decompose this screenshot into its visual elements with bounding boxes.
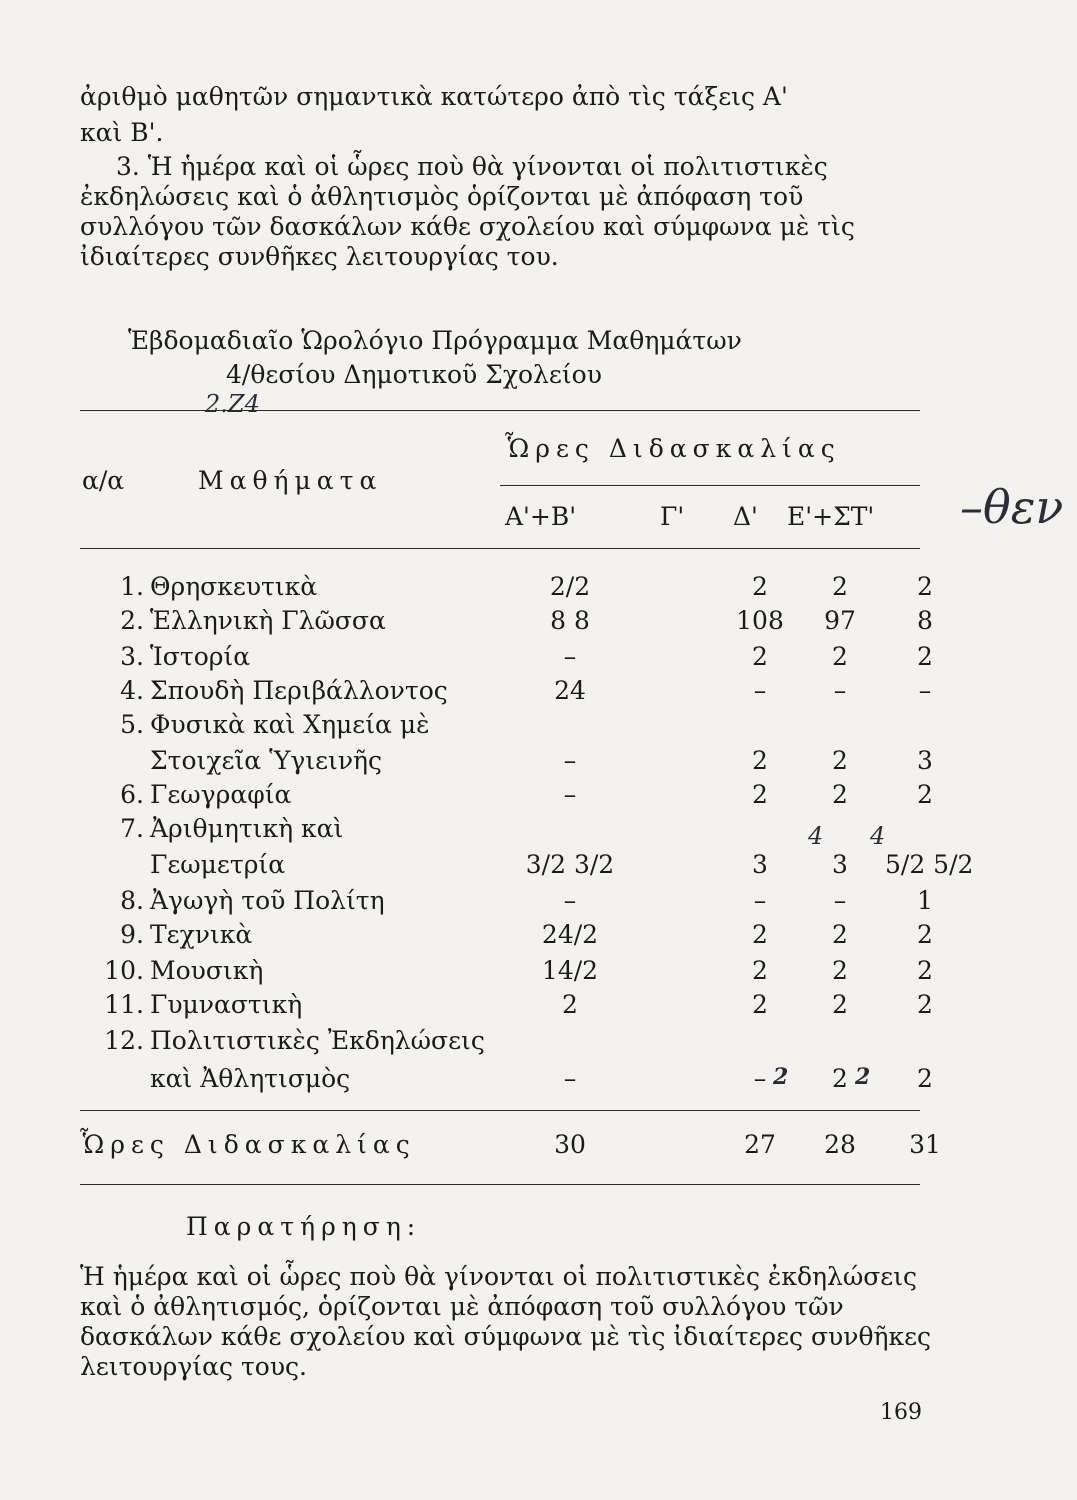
handwritten-note-col5: 4 [870, 822, 886, 850]
handwritten-mark-2: 2 [855, 1064, 871, 1090]
note-heading: Παρατήρηση: [186, 1212, 422, 1241]
handwritten-note-title: 2.Ζ4 [205, 390, 260, 418]
header-col-g: Γ' [660, 502, 685, 531]
intro-line-1: ἀριθμὸ μαθητῶν σημαντικὰ κατώτερο ἀπὸ τὶς τάξεις Α' [80, 82, 788, 111]
header-mid-rule [500, 485, 920, 486]
total-row: Ὧρες Διδασκαλίας 30 27 28 31 [80, 1130, 941, 1159]
table-row: 2. Ἑλληνικὴ Γλῶσσα 8 8 108 97 8 [120, 606, 933, 635]
note-paragraph: Ἡ ἡμέρα καὶ οἱ ὧρες ποὺ θὰ γίνονται οἱ πολιτιστικὲς ἐκδηλώσεις καὶ ὁ ἀθλητισμός, ὁρίζονται μὲ ἀπόφαση τοῦ συλλόγου τῶν δασκάλων κάθε σχολείου καὶ σύμφωνα μὲ τὶς ἰδιαίτερες συνθῆκες λειτουργίας τους. [80, 1262, 932, 1381]
header-bottom-rule [80, 548, 920, 549]
table-row: 12. Πολιτιστικὲς Ἐκδηλώσεις [104, 1026, 485, 1055]
header-subjects: Μαθήματα [198, 466, 383, 495]
handwritten-mark-1: 2 [773, 1064, 789, 1090]
total-label: Ὧρες Διδασκαλίας [80, 1130, 416, 1159]
table-row: 8. Ἀγωγὴ τοῦ Πολίτη – – – 1 [120, 886, 933, 915]
table-row: Γεωμετρία 3/2 3/2 3 3 5/2 5/2 [150, 850, 974, 879]
table-top-rule [80, 410, 920, 411]
table-row: 10. Μουσικὴ 14/2 2 2 2 [104, 956, 933, 985]
table-row: 6. Γεωγραφία – 2 2 2 [120, 780, 933, 809]
total-bottom-rule [80, 1184, 920, 1185]
table-row: 7. Ἀριθμητικὴ καὶ [120, 814, 344, 843]
table-row: καὶ Ἀθλητισμὸς – – 2 2 [150, 1064, 933, 1093]
table-title: Ἑβδομαδιαῖο Ὡρολόγιο Πρόγραμμα Μαθημάτων [128, 326, 742, 355]
header-col-est: Ε'+ΣΤ' [787, 502, 875, 531]
handwritten-note-col4: 4 [808, 822, 824, 850]
intro-line-2: καὶ Β'. [80, 118, 164, 147]
header-col-d: Δ' [733, 502, 758, 531]
handwritten-margin-note: –θεν [960, 480, 1064, 534]
table-row: 9. Τεχνικὰ 24/2 2 2 2 [120, 920, 933, 949]
table-row: 4. Σπουδὴ Περιβάλλοντος 24 – – – [120, 676, 932, 705]
header-aa: α/α [82, 466, 125, 495]
table-row: Στοιχεῖα Ὑγιεινῆς – 2 2 3 [150, 746, 933, 775]
page-number: 169 [880, 1400, 922, 1425]
intro-paragraph-3: 3. Ἡ ἡμέρα καὶ οἱ ὧρες ποὺ θὰ γίνονται οἱ πολιτιστικὲς ἐκδηλώσεις καὶ ὁ ἀθλητισμὸς ὁρίζονται μὲ ἀπόφαση τοῦ συλλόγου τῶν δασκάλων κάθε σχολείου καὶ σύμφωνα μὲ τὶς ἰδιαίτερες συνθῆκες λειτουργίας του. [80, 152, 855, 271]
header-col-ab: Α'+Β' [505, 502, 577, 531]
total-top-rule [80, 1110, 920, 1111]
header-hours: Ὧρες Διδασκαλίας [505, 434, 841, 463]
table-subtitle: 4/θεσίου Δημοτικοῦ Σχολείου [226, 360, 602, 389]
table-row: 3. Ἱστορία – 2 2 2 [120, 642, 933, 671]
table-row: 11. Γυμναστικὴ 2 2 2 2 [104, 990, 933, 1019]
table-row: 1. Θρησκευτικὰ 2/2 2 2 2 [120, 572, 933, 601]
table-row: 5. Φυσικὰ καὶ Χημεία μὲ [120, 710, 430, 739]
